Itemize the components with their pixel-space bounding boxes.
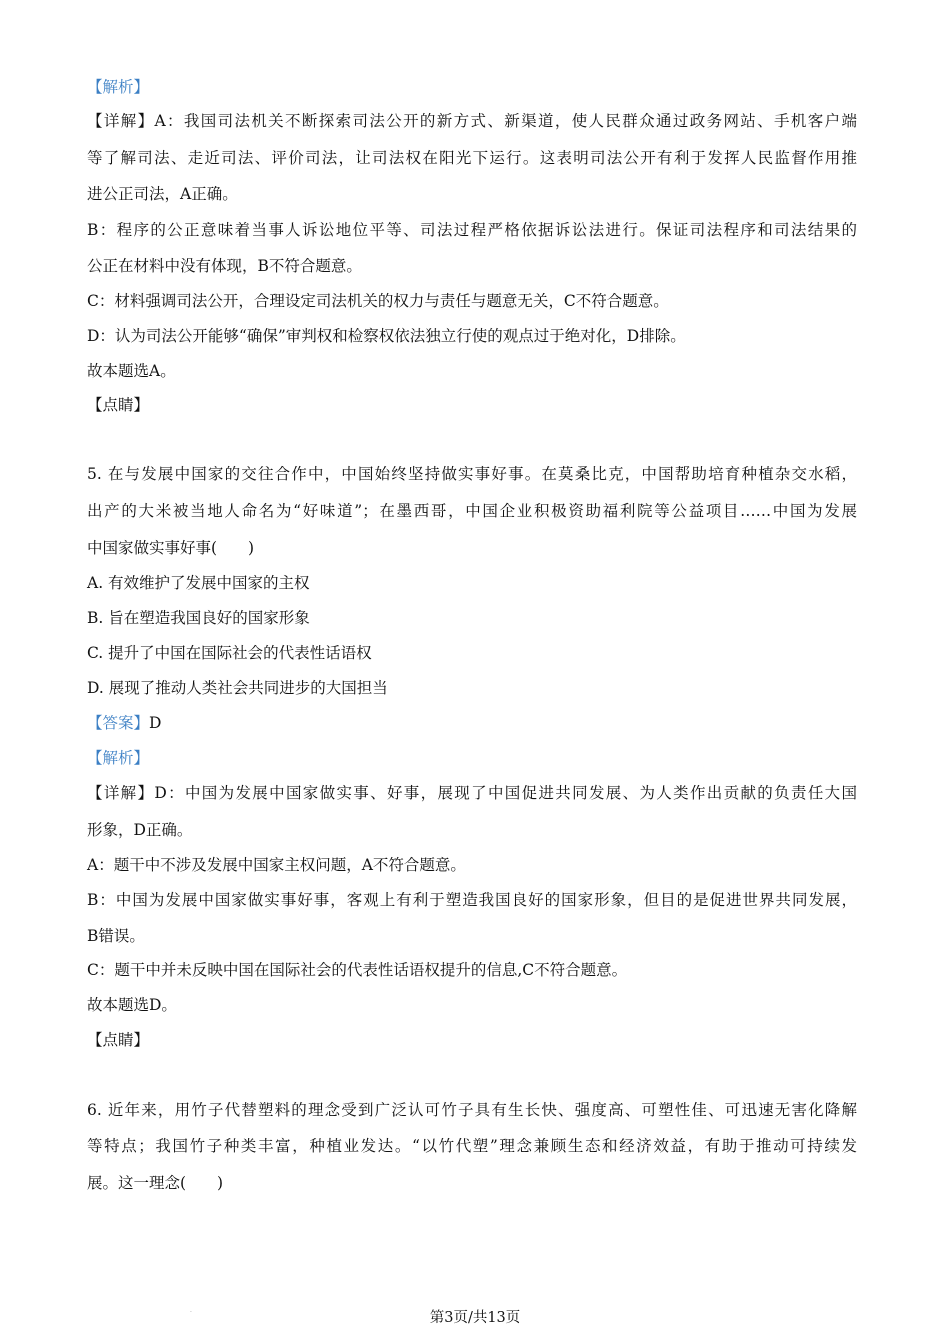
detail-line: 公正在材料中没有体现，B不符合题意。 bbox=[87, 257, 362, 275]
detail-line: 故本题选A。 bbox=[87, 362, 176, 380]
question-stem: 展。这一理念( ) bbox=[87, 1174, 224, 1192]
option-b: B. 旨在塑造我国良好的国家形象 bbox=[87, 609, 310, 627]
answer-value: D bbox=[149, 714, 162, 732]
option-a: A. 有效维护了发展中国家的主权 bbox=[87, 574, 310, 592]
detail-text: D：中国为发展中国家做实事、好事，展现了中国促进共同发展、为人类作出贡献的负责任大国 bbox=[154, 784, 857, 802]
detail-line bbox=[87, 111, 857, 131]
detail-line: 等了解司法、走近司法、评价司法，让司法权在阳光下运行。这表明司法公开有利于发挥人民监督作用推 bbox=[87, 149, 857, 167]
detail-line: C：题干中并未反映中国在国际社会的代表性话语权提升的信息,C不符合题意。 bbox=[87, 961, 628, 979]
question-stem: 出产的大米被当地人命名为“好味道”；在墨西哥，中国企业积极资助福利院等公益项目……中国为发展 bbox=[87, 502, 857, 520]
analysis-label: 【解析】 bbox=[87, 78, 150, 96]
footer-mark: · bbox=[190, 1309, 192, 1316]
question-stem: 5. 在与发展中国家的交往合作中，中国始终坚持做实事好事。在莫桑比克，中国帮助培育种植杂交水稻， bbox=[87, 465, 857, 483]
detail-line: 进公正司法，A正确。 bbox=[87, 185, 238, 203]
answer-line bbox=[87, 713, 161, 733]
detail-line: A：题干中不涉及发展中国家主权问题，A不符合题意。 bbox=[87, 856, 466, 874]
option-d: D. 展现了推动人类社会共同进步的大国担当 bbox=[87, 679, 388, 697]
dianjing-label: 【点睛】 bbox=[87, 1031, 150, 1049]
detail-line bbox=[87, 783, 857, 803]
detail-line: D：认为司法公开能够“确保”审判权和检察权依法独立行使的观点过于绝对化，D排除。 bbox=[87, 327, 686, 345]
detail-line: 故本题选D。 bbox=[87, 996, 177, 1014]
detail-text: A：我国司法机关不断探索司法公开的新方式、新渠道，使人民群众通过政务网站、手机客户端 bbox=[154, 112, 857, 130]
detail-label: 【详解】 bbox=[87, 112, 155, 130]
detail-line: 形象，D正确。 bbox=[87, 821, 193, 839]
detail-label: 【详解】 bbox=[87, 784, 155, 802]
answer-label: 【答案】 bbox=[87, 714, 150, 732]
page-number: 第3页/共13页 bbox=[429, 1310, 521, 1326]
detail-line: B：程序的公正意味着当事人诉讼地位平等、司法过程严格依据诉讼法进行。保证司法程序和司法结果的 bbox=[87, 221, 857, 239]
question-stem: 等特点；我国竹子种类丰富，种植业发达。“以竹代塑”理念兼顾生态和经济效益，有助于推动可持续发 bbox=[87, 1137, 857, 1155]
question-stem: 6. 近年来，用竹子代替塑料的理念受到广泛认可竹子具有生长快、强度高、可塑性佳、可迅速无害化降解 bbox=[87, 1101, 857, 1119]
option-c: C. 提升了中国在国际社会的代表性话语权 bbox=[87, 644, 372, 662]
analysis-label: 【解析】 bbox=[87, 749, 150, 767]
detail-line: B：中国为发展中国家做实事好事，客观上有利于塑造我国良好的国家形象，但目的是促进世界共同发展， bbox=[87, 891, 857, 909]
dianjing-label: 【点睛】 bbox=[87, 396, 150, 414]
detail-line: C：材料强调司法公开，合理设定司法机关的权力与责任与题意无关，C不符合题意。 bbox=[87, 292, 669, 310]
detail-line: B错误。 bbox=[87, 927, 145, 945]
question-stem: 中国家做实事好事( ) bbox=[87, 539, 255, 557]
